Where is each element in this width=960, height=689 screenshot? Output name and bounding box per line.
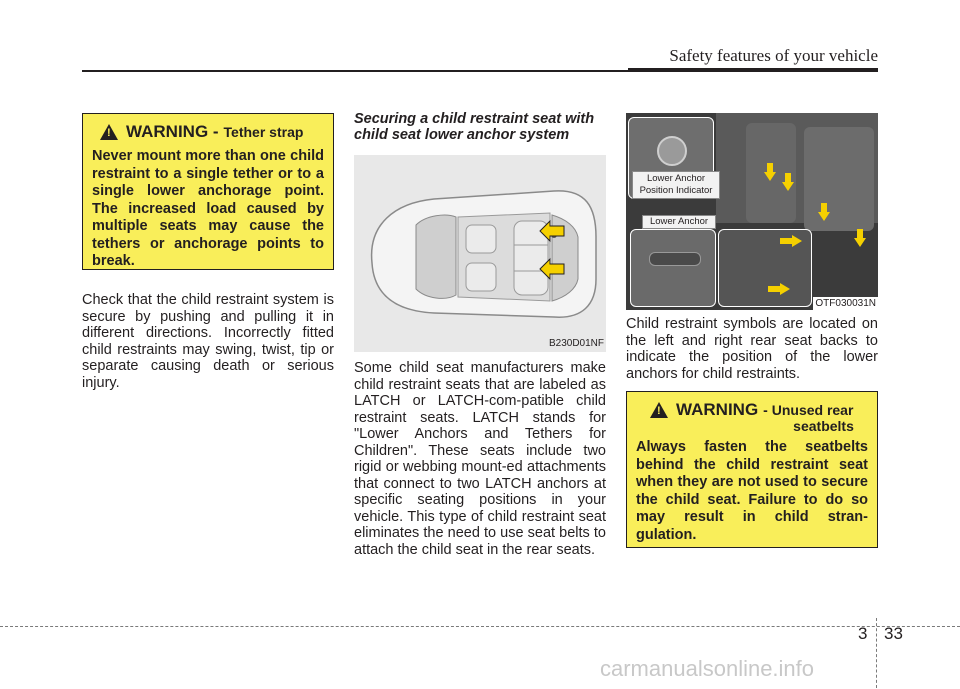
warning-topic: Tether strap xyxy=(223,124,304,140)
page-number: 33 xyxy=(884,624,903,643)
warning-topic-line1: - Unused rear xyxy=(763,402,854,418)
car-top-view-figure xyxy=(354,155,606,352)
arrow-icon xyxy=(538,219,566,243)
warning-topic-line2: seatbelts xyxy=(793,418,854,434)
header-rule-accent xyxy=(628,68,878,72)
footer-rule xyxy=(0,626,960,627)
warning-label: WARNING - xyxy=(126,122,219,141)
warning-triangle-icon xyxy=(100,124,118,140)
figure-code: OTF030031N xyxy=(815,298,876,309)
warning-box-tether xyxy=(82,113,334,270)
callout-indicator-line1: Lower Anchor xyxy=(646,173,706,184)
warning-triangle-icon xyxy=(650,402,668,418)
figure-code: B230D01NF xyxy=(548,338,604,349)
arrow-icon xyxy=(854,229,866,247)
arrow-icon xyxy=(780,235,802,247)
warning-label: WARNING xyxy=(676,400,759,419)
watermark: carmanualsonline.info xyxy=(600,656,815,681)
arrow-icon xyxy=(782,173,794,191)
right-paragraph: Child restraint symbols are located on the left and right rear seat backs to indicate the position of the lower anchors for child restraints. xyxy=(626,316,878,382)
callout-lower-anchor-indicator xyxy=(632,171,720,199)
section-title: Safety features of your vehicle xyxy=(669,46,878,65)
warning-heading xyxy=(650,400,868,434)
warning-box-seatbelts xyxy=(626,391,878,548)
arrow-icon xyxy=(764,163,776,181)
car-illustration xyxy=(354,155,606,352)
chapter-number: 3 xyxy=(858,624,868,643)
warning-heading xyxy=(100,122,324,142)
section-heading: Securing a child restraint seat with child seat lower anchor system xyxy=(354,111,595,143)
middle-paragraph: Some child seat manufacturers make child restraint seats that are labeled as LATCH or LATCH-com-patible child restraint seats. LATCH stands for "Lower Anchors and Tethers for Children". These seats include two rigid or webbing mount-ed attachments that connect to two LATCH anchors at specific seating positions in your vehicle. This type of child restraint seat eliminates the need to use seat belts to attach the child seat in the rear seats. xyxy=(354,360,606,558)
warning-body: Always fasten the seatbelts behind the child restraint seat when they are not used to secure the child seat. Failure to do so may result in child stran-gulation. xyxy=(636,439,868,543)
arrow-icon xyxy=(818,203,830,221)
callout-lower-anchor: Lower Anchor xyxy=(642,215,716,229)
rear-seat-photo-figure xyxy=(626,113,878,310)
page-divider xyxy=(876,618,877,688)
left-paragraph: Check that the child restraint system is secure by pushing and pulling it in different directions. Incorrectly fitted child restraints may swing, twist, tip or separate causing death or serious injury. xyxy=(82,292,334,391)
warning-body: Never mount more than one child restraint to a single tether or to a single lower anchorage point. The increased load caused by multiple seats may cause the tethers or anchorage points to break. xyxy=(92,148,324,269)
arrow-icon xyxy=(768,283,790,295)
arrow-icon xyxy=(538,257,566,281)
callout-indicator-line2: Position Indicator xyxy=(639,185,713,196)
